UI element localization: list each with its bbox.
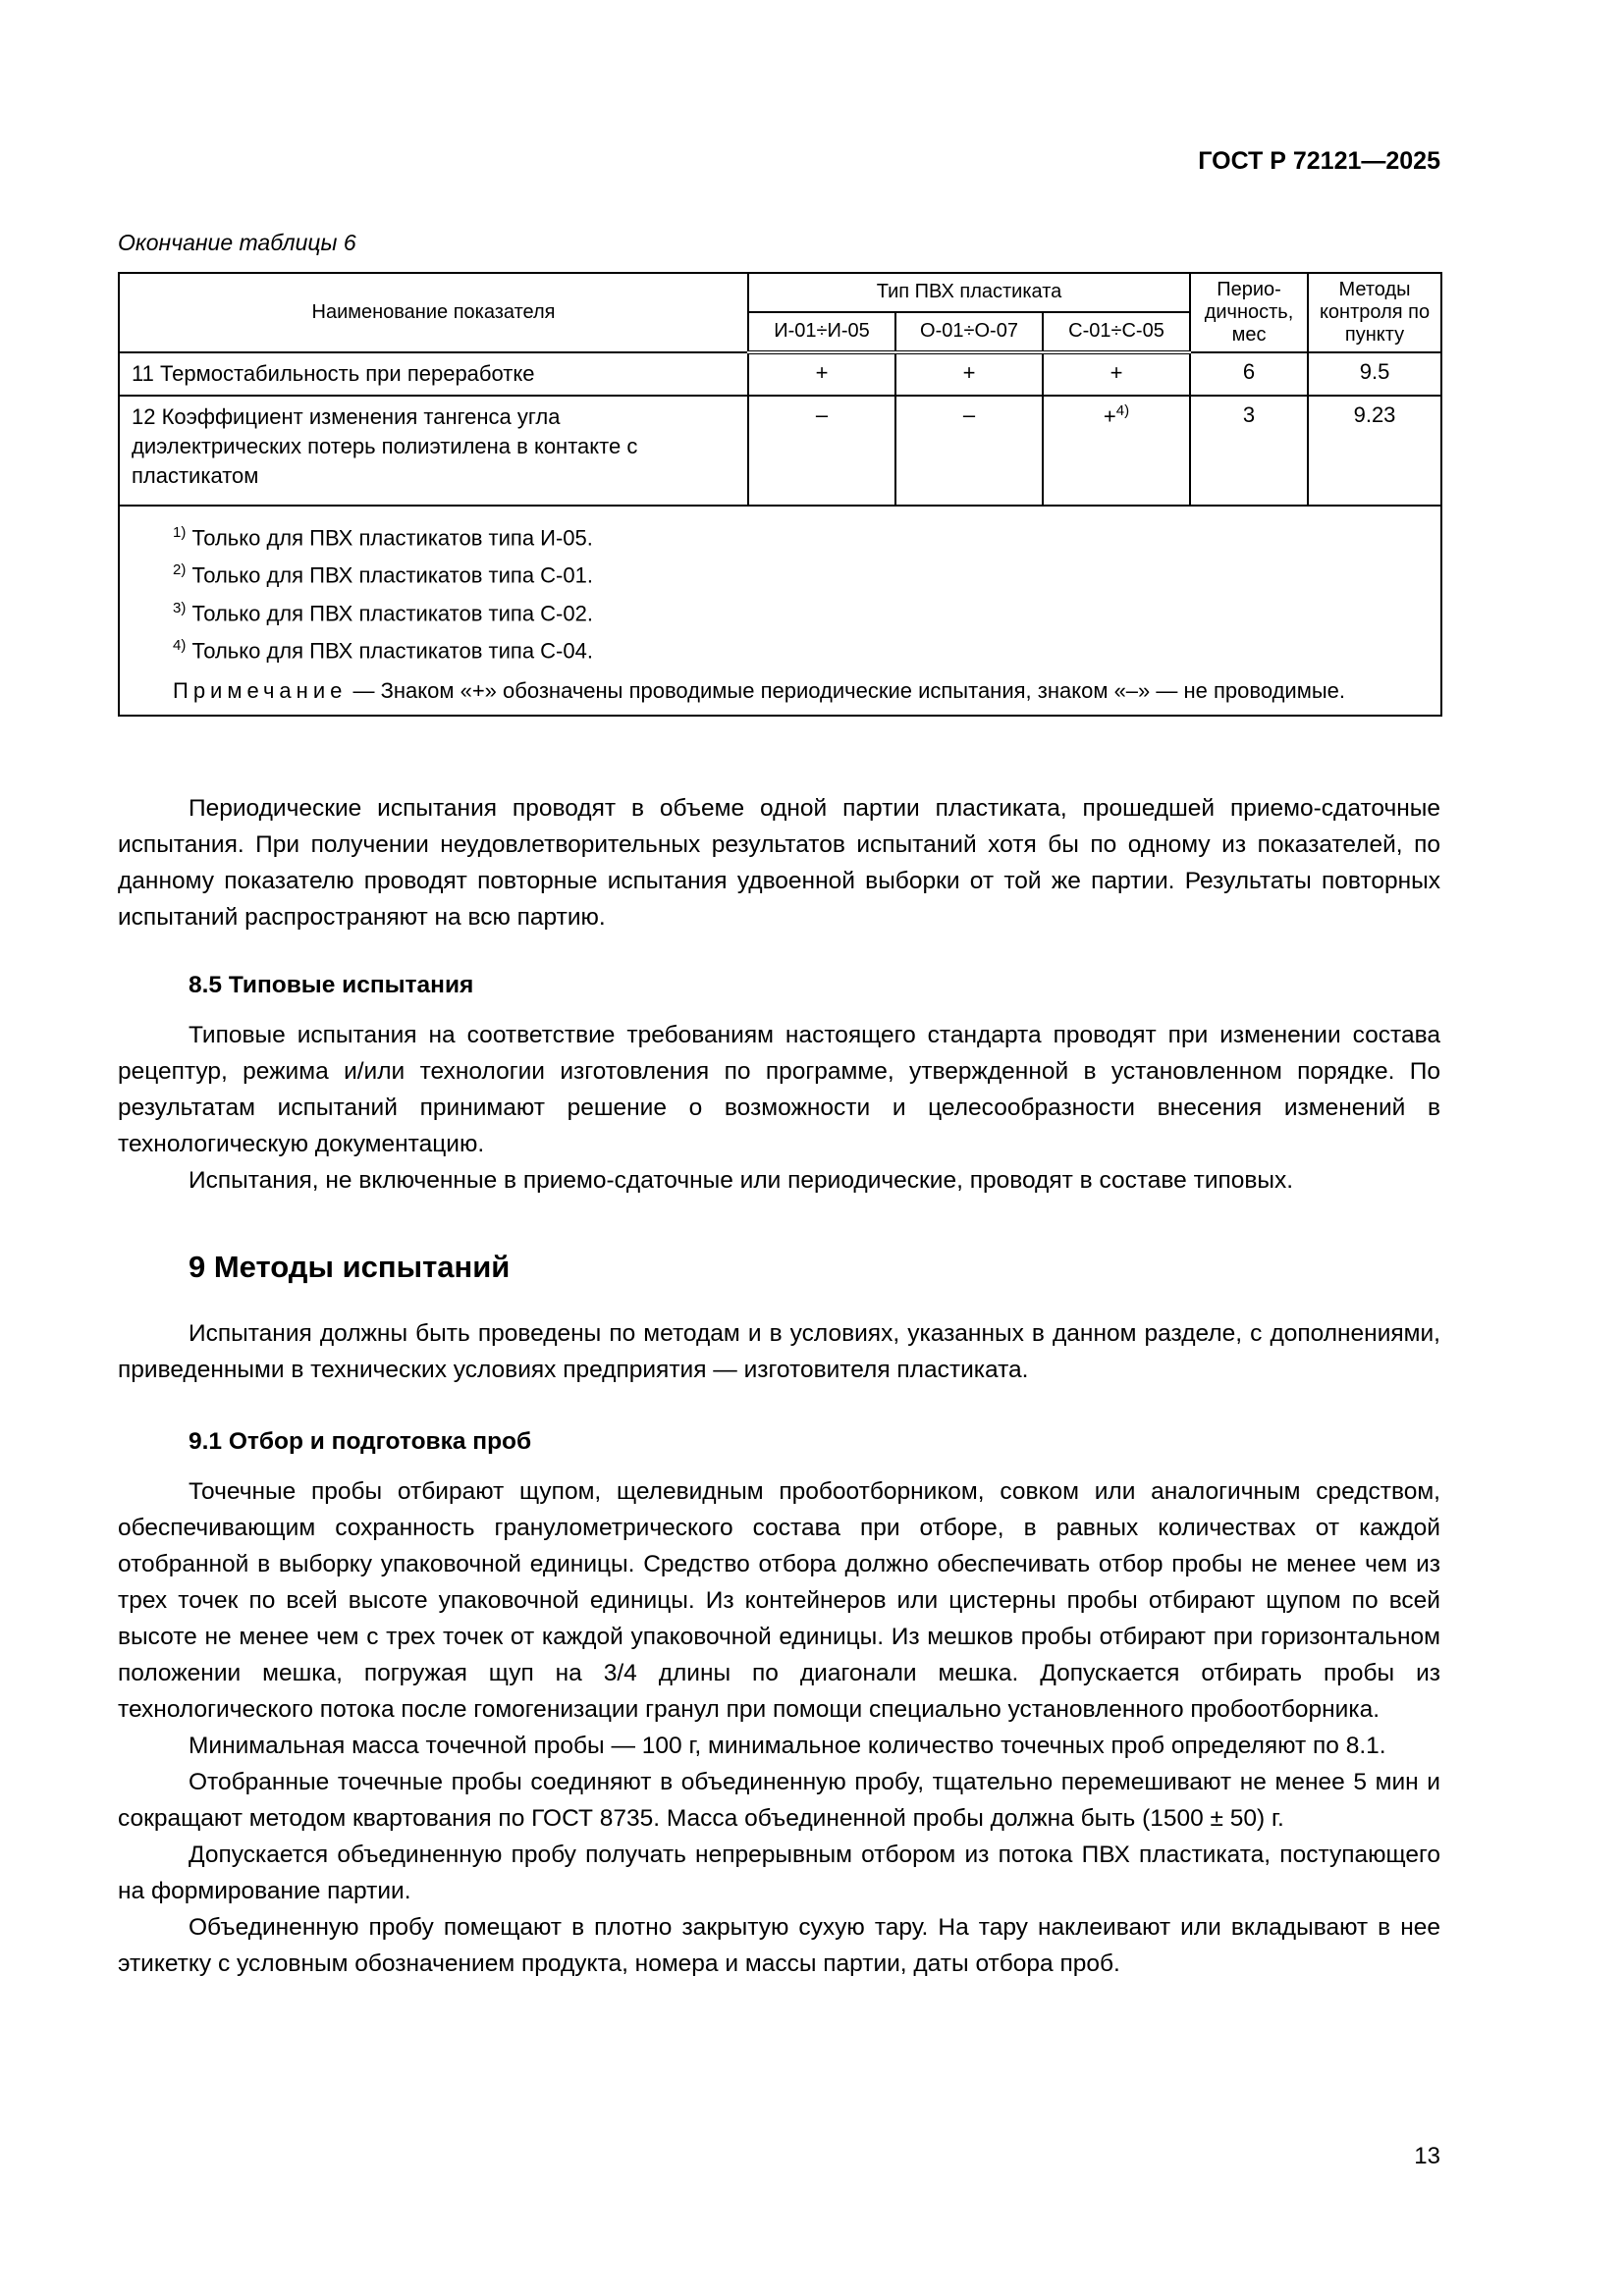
header-methods: Методы контроля по пункту [1308, 273, 1441, 352]
table-row [119, 352, 1441, 396]
cell-method: 9.23 [1308, 396, 1441, 506]
footnote-text: Только для ПВХ пластикатов типа И-05. [191, 525, 593, 551]
footnote [134, 629, 1427, 667]
heading-9: 9 Методы испытаний [189, 1250, 511, 1284]
footnote-text: Только для ПВХ пластикатов типа С-04. [191, 638, 593, 664]
table-note [134, 674, 1427, 707]
cell-c [1043, 396, 1190, 506]
footnote [134, 554, 1427, 591]
footnote [134, 592, 1427, 629]
heading-8-5: 8.5 Типовые испытания [189, 972, 474, 998]
header-type-c: С-01÷С-05 [1043, 312, 1190, 352]
footnote-mark: 2) [173, 561, 187, 579]
header-type-group: Тип ПВХ пластиката [748, 273, 1190, 312]
cell-method: 9.5 [1308, 352, 1441, 396]
table-caption: Окончание таблицы 6 [118, 230, 356, 255]
cell-period: 3 [1190, 396, 1308, 506]
paragraph: Допускается объединенную пробу получать непрерывным отбором из потока ПВХ пластиката, поступающего на формирование партии. [118, 1842, 1440, 1904]
header-type-o: О-01÷О-07 [895, 312, 1043, 352]
section-8-5 [118, 967, 1440, 1199]
paragraph: Испытания должны быть проведены по методам и в условиях, указанных в данном разделе, с дополнениями, приведенными в технических условиях предприятия — изготовителя пластиката. [118, 1320, 1440, 1383]
footnote-ref: 4) [1115, 402, 1130, 419]
footnote-mark: 4) [173, 636, 187, 654]
header-name: Наименование показателя [119, 273, 748, 352]
section-9-1 [118, 1423, 1440, 1982]
note-label: Примечание [173, 678, 348, 704]
footnote-mark: 3) [173, 599, 187, 616]
paragraph: Периодические испытания проводят в объеме одной партии пластиката, прошедшей приемо-сдаточные испытания. При получении неудовлетворительных результатов испытаний хотя бы по одному из показателей, по данному показателю проводят повторные испытания удвоенной выборки от той же партии. Результаты повторных испытаний распространяют на всю партию. [118, 795, 1440, 931]
paragraph: Точечные пробы отбирают щупом, щелевидным пробоотборником, совком или аналогичным средством, обеспечивающим сохранность гранулометрического состава при отборе, в равных количествах от каждой отобранной в выборку упаковочной единицы. Средство отбора должно обеспечивать отбор пробы не менее чем из трех точек по всей высоте упаковочной единицы. Из контейнеров или цистерны пробы отбирают щупом по всей высоте не менее чем с трех точек от каждой упаковочной единицы. Из мешков пробы отбирают при горизонтальном положении мешка, погружая щуп на 3/4 длины по диагонали мешка. Допускается отбирать пробы из технологического потока после гомогенизации гранул при помощи специально установленного пробоотборника. [118, 1478, 1440, 1723]
section-8-4-text [118, 790, 1440, 935]
paragraph: Испытания, не включенные в приемо-сдаточные или периодические, проводят в составе типовых. [189, 1167, 1294, 1194]
footnote-text: Только для ПВХ пластикатов типа С-01. [191, 562, 593, 588]
footnotes-cell [119, 506, 1441, 716]
footnote-mark: 1) [173, 524, 187, 541]
paragraph: Объединенную пробу помещают в плотно закрытую сухую тару. На тару наклеивают или вкладывают в нее этикетку с условным обозначением продукта, номера и массы партии, даты отбора проб. [118, 1914, 1440, 1977]
row-name: 11 Термостабильность при переработке [119, 352, 748, 396]
header-period: Перио-дичность, мес [1190, 273, 1308, 352]
cell-o: + [895, 352, 1043, 396]
paragraph: Отобранные точечные пробы соединяют в объединенную пробу, тщательно перемешивают не менее 5 мин и сокращают методом квартования по ГОСТ 8735. Масса объединенной пробы должна быть (1500 ± 50) г. [118, 1769, 1440, 1832]
row-name: 12 Коэффициент изменения тангенса угла диэлектрических потерь полиэтилена в контакте с пластикатом [119, 396, 748, 506]
header-type-i: И-01÷И-05 [748, 312, 895, 352]
document-code: ГОСТ Р 72121—2025 [1198, 147, 1440, 175]
cell-period: 6 [1190, 352, 1308, 396]
cell-o: – [895, 396, 1043, 506]
spec-table [118, 272, 1442, 717]
note-text: — Знаком «+» обозначены проводимые периодические испытания, знаком «–» — не проводимые. [347, 678, 1345, 704]
footnote-text: Только для ПВХ пластикатов типа С-02. [191, 600, 593, 625]
paragraph: Минимальная масса точечной пробы — 100 г, минимальное количество точечных проб определяют по 8.1. [189, 1733, 1386, 1759]
paragraph: Типовые испытания на соответствие требованиям настоящего стандарта проводят при изменении состава рецептур, режима и/или технологии изготовления по программе, утвержденной в установленном порядке. По результатам испытаний принимают решение о возможности и целесообразности внесения изменений в технологическую документацию. [118, 1022, 1440, 1157]
section-9-text [118, 1315, 1440, 1388]
section-9 [118, 1249, 1440, 1285]
cell-i: + [748, 352, 895, 396]
footnote [134, 516, 1427, 554]
table-row [119, 396, 1441, 506]
heading-9-1: 9.1 Отбор и подготовка проб [189, 1428, 532, 1455]
cell-i: – [748, 396, 895, 506]
cell-c: + [1043, 352, 1190, 396]
cell-c-value: + [1103, 403, 1116, 429]
page-number: 13 [1414, 2143, 1440, 2169]
